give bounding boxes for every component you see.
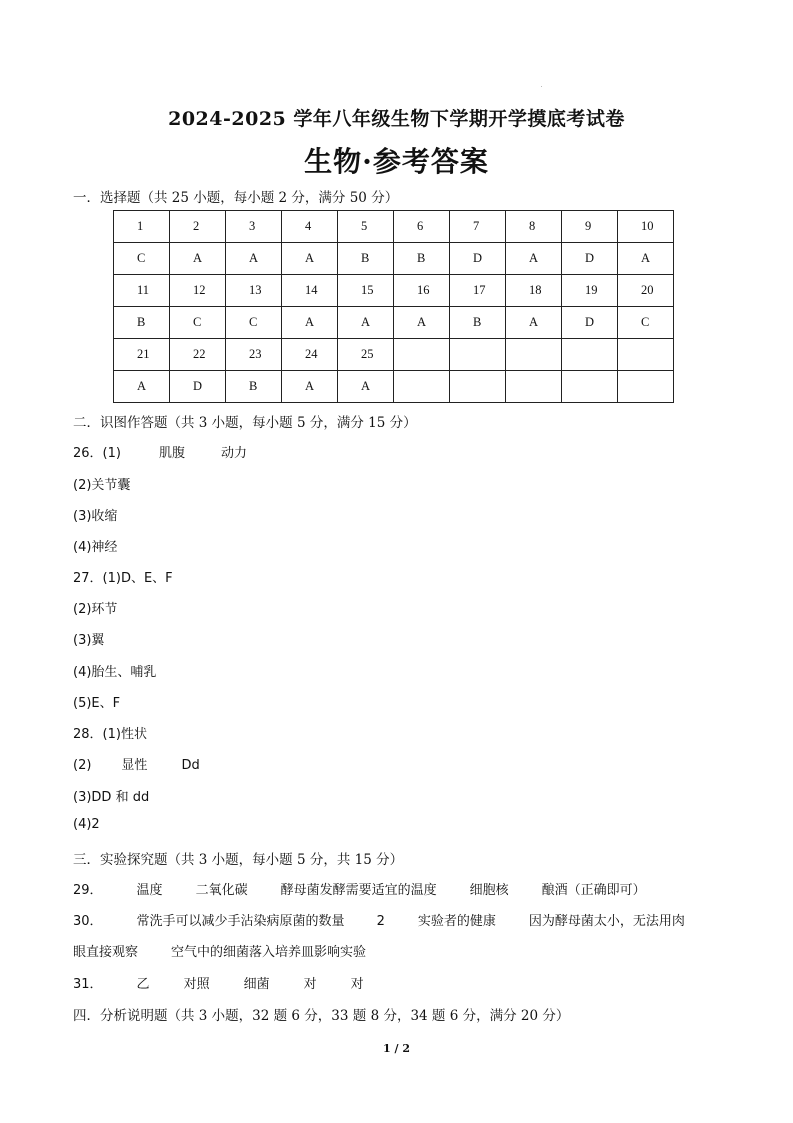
q26-answer: 肌腹 [158,446,185,461]
q30-line2 [73,941,366,960]
table-cell: A [338,307,394,339]
table-cell: 24 [282,339,338,371]
table-cell: 13 [226,275,282,307]
q29-answer: 酵母菌发酵需要适宜的温度 [280,883,437,898]
q31-answer: 对 [350,977,364,992]
q28-answer: 显性 [121,758,148,773]
q26-answer: 动力 [220,446,247,461]
q29-line [73,879,646,898]
q28-line1: 28．(1)性状 [73,727,147,742]
table-cell: D [562,307,618,339]
table-cell: 21 [114,339,170,371]
table-cell: 23 [226,339,282,371]
q27-line3: (3)翼 [73,633,105,648]
table-cell: 12 [170,275,226,307]
q30-answer: 空气中的细菌落入培养皿影响实验 [171,945,367,960]
table-cell: A [506,307,562,339]
table-cell [450,339,506,371]
table-cell: 16 [394,275,450,307]
table-cell: 20 [618,275,674,307]
q27-line5: (5)E、F [73,696,121,711]
table-cell: A [282,243,338,275]
table-row [114,371,674,403]
table-cell: 19 [562,275,618,307]
page-number: 1 / 2 [383,1042,410,1055]
table-cell [618,371,674,403]
table-cell: 15 [338,275,394,307]
table-cell: C [170,307,226,339]
q28-line3: (3)DD 和 dd [73,790,150,805]
table-cell: 9 [562,211,618,243]
table-cell: B [226,371,282,403]
q31-answer: 乙 [136,977,150,992]
table-cell: D [562,243,618,275]
table-row [114,307,674,339]
table-cell: A [170,243,226,275]
table-cell: A [114,371,170,403]
table-cell: D [170,371,226,403]
table-cell: 1 [114,211,170,243]
q28-label: (2) [73,758,92,773]
table-cell: 2 [170,211,226,243]
q27-line2: (2)环节 [73,602,118,617]
section4-heading: 四．分析说明题（共 3 小题，32 题 6 分，33 题 8 分，34 题 6 分，满分 20 分） [73,1008,570,1024]
table-cell [394,371,450,403]
q29-answer: 二氧化碳 [195,883,248,898]
table-cell: A [282,371,338,403]
table-cell: 11 [114,275,170,307]
table-cell [506,371,562,403]
q31-label: 31． [73,977,103,992]
q26-line2: (2)关节囊 [73,478,131,493]
table-cell: 4 [282,211,338,243]
table-cell: 14 [282,275,338,307]
table-cell: 3 [226,211,282,243]
table-cell: 5 [338,211,394,243]
q28-answer: Dd [181,758,200,773]
q30-line1 [73,910,685,929]
q29-answer: 细胞核 [469,883,509,898]
q27-line1: 27．(1)D、E、F [73,571,173,586]
q26-line1 [73,442,247,461]
table-cell: 10 [618,211,674,243]
table-cell: D [450,243,506,275]
table-cell: 22 [170,339,226,371]
q26-line4: (4)神经 [73,540,118,555]
table-cell: 6 [394,211,450,243]
table-cell: A [394,307,450,339]
q28-line4: (4)2 [73,817,100,832]
table-cell: A [226,243,282,275]
page-title: 2024-2025 学年八年级生物下学期开学摸底考试卷 [168,108,625,130]
q30-answer: 常洗手可以减少手沾染病原菌的数量 [136,914,345,929]
table-cell: C [114,243,170,275]
q30-answer: 因为酵母菌太小，无法用肉 [528,914,685,929]
q31-line [73,973,364,992]
q31-answer: 细菌 [243,977,270,992]
q30-label: 30． [73,914,103,929]
q31-answer: 对照 [183,977,210,992]
table-row [114,339,674,371]
table-cell [562,371,618,403]
table-cell: 7 [450,211,506,243]
q29-answer: 温度 [136,883,163,898]
table-cell: 25 [338,339,394,371]
table-cell: A [282,307,338,339]
table-cell: 18 [506,275,562,307]
table-cell [506,339,562,371]
q27-line4: (4)胎生、哺乳 [73,665,157,680]
q29-answer: 酿酒（正确即可） [541,883,646,898]
table-cell: A [618,243,674,275]
q30-answer: 实验者的健康 [417,914,496,929]
q29-label: 29． [73,883,103,898]
table-cell [394,339,450,371]
q26-label: 26．(1) [73,446,121,461]
section1-heading: 一．选择题（共 25 小题，每小题 2 分，满分 50 分） [73,190,399,206]
q31-answer: 对 [303,977,317,992]
table-row [114,275,674,307]
q30-answer: 眼直接观察 [73,945,139,960]
section3-heading: 三．实验探究题（共 3 小题，每小题 5 分，共 15 分） [73,852,404,868]
table-cell: A [506,243,562,275]
scan-speck [541,86,542,87]
table-cell: B [114,307,170,339]
table-cell: B [450,307,506,339]
q26-line3: (3)收缩 [73,509,118,524]
table-cell: 17 [450,275,506,307]
page-subtitle: 生物·参考答案 [304,145,489,178]
table-cell: C [226,307,282,339]
table-cell: B [338,243,394,275]
q28-line2 [73,754,200,773]
table-cell: B [394,243,450,275]
section2-heading: 二．识图作答题（共 3 小题，每小题 5 分，满分 15 分） [73,415,417,431]
table-row [114,243,674,275]
q30-answer: 2 [376,914,385,929]
table-cell: A [338,371,394,403]
table-cell: C [618,307,674,339]
table-cell [450,371,506,403]
table-row [114,211,674,243]
table-cell [562,339,618,371]
answer-table [113,210,674,403]
table-cell: 8 [506,211,562,243]
table-cell [618,339,674,371]
